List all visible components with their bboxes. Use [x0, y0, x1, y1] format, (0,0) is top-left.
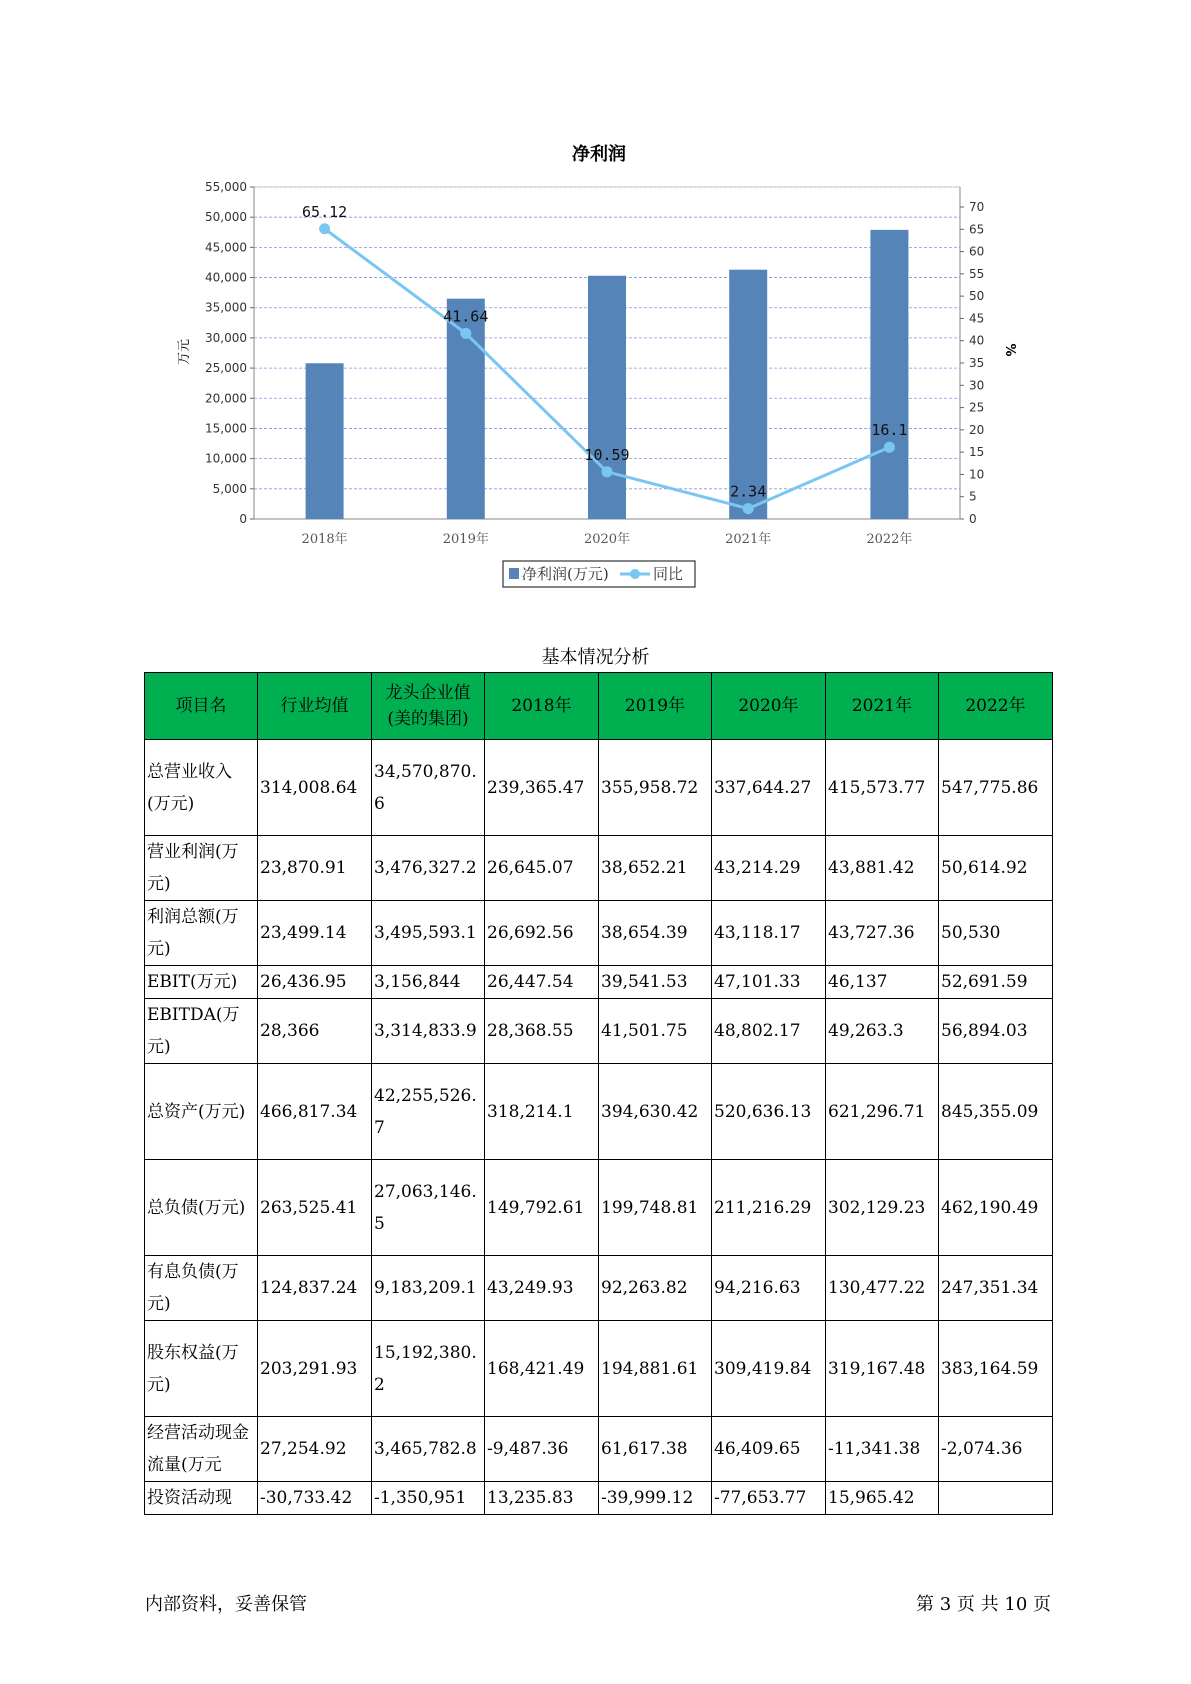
y2-tick-label: 45 — [969, 311, 985, 326]
table-cell: 314,008.64 — [258, 740, 372, 836]
x-tick-label: 2018年 — [301, 532, 348, 547]
y2-tick-label: 35 — [969, 356, 985, 370]
table-row — [145, 901, 1053, 966]
line-point — [319, 223, 330, 234]
table-cell: 43,881.42 — [826, 836, 939, 901]
table-cell: -39,999.12 — [599, 1482, 712, 1515]
table-cell: 26,692.56 — [485, 901, 599, 966]
y2-tick-label: 55 — [969, 266, 985, 281]
y2-tick-label: 0 — [969, 512, 977, 526]
net-profit-chart — [0, 0, 1191, 600]
y-axis-label: 万元 — [177, 338, 192, 366]
y-tick-label: 55,000 — [205, 180, 247, 194]
table-cell: 13,235.83 — [485, 1482, 599, 1515]
table-cell: 302,129.23 — [826, 1160, 939, 1256]
table-row — [145, 999, 1053, 1064]
table-cell: -77,653.77 — [712, 1482, 826, 1515]
table-title: 基本情况分析 — [541, 647, 650, 668]
data-label: 16.1 — [871, 421, 908, 440]
header-cell: 项目名 — [145, 673, 258, 740]
line-point — [884, 442, 895, 453]
legend-bar-label: 净利润(万元) — [522, 565, 609, 583]
table-cell: 27,063,146.5 — [372, 1160, 485, 1256]
table-cell: 211,216.29 — [712, 1160, 826, 1256]
row-label: 总营业收入(万元) — [145, 740, 258, 836]
x-tick-label: 2021年 — [725, 532, 772, 547]
table-cell: 28,366 — [258, 999, 372, 1064]
table-cell: 355,958.72 — [599, 740, 712, 836]
table-cell: 9,183,209.1 — [372, 1256, 485, 1321]
table-cell: 149,792.61 — [485, 1160, 599, 1256]
table-cell: 319,167.48 — [826, 1321, 939, 1417]
basic-analysis-table — [144, 672, 1053, 1515]
table-cell: 42,255,526.7 — [372, 1064, 485, 1160]
table-cell: 43,214.29 — [712, 836, 826, 901]
table-cell: -1,350,951 — [372, 1482, 485, 1515]
table-cell — [939, 1482, 1053, 1515]
table-cell: 28,368.55 — [485, 999, 599, 1064]
table-cell: 43,727.36 — [826, 901, 939, 966]
header-cell: 龙头企业值(美的集团) — [372, 673, 485, 740]
table-header-row — [145, 673, 1053, 740]
header-cell: 2020年 — [712, 673, 826, 740]
table-cell: 318,214.1 — [485, 1064, 599, 1160]
table-row — [145, 1064, 1053, 1160]
legend-line-marker — [630, 569, 640, 579]
y-tick-label: 15,000 — [205, 421, 247, 436]
legend-bar-swatch — [509, 568, 519, 579]
table-row — [145, 1256, 1053, 1321]
y2-tick-label: 20 — [969, 422, 985, 437]
table-cell: 34,570,870.6 — [372, 740, 485, 836]
table-cell: -30,733.42 — [258, 1482, 372, 1515]
row-label: 利润总额(万元) — [145, 901, 258, 966]
data-label: 10.59 — [584, 445, 630, 464]
table-cell: 520,636.13 — [712, 1064, 826, 1160]
table-cell: 41,501.75 — [599, 999, 712, 1064]
y-tick-label: 10,000 — [205, 451, 247, 466]
table-row — [145, 1482, 1053, 1515]
table-cell: 263,525.41 — [258, 1160, 372, 1256]
table-cell: -9,487.36 — [485, 1417, 599, 1482]
table-cell: 15,192,380.2 — [372, 1321, 485, 1417]
y2-tick-label: 5 — [969, 489, 977, 504]
header-cell: 2018年 — [485, 673, 599, 740]
header-cell: 2021年 — [826, 673, 939, 740]
table-cell: 15,965.42 — [826, 1482, 939, 1515]
table-cell: 3,314,833.9 — [372, 999, 485, 1064]
table-row — [145, 1417, 1053, 1482]
y2-tick-label: 15 — [969, 445, 985, 460]
left-axis — [205, 180, 254, 526]
header-cell: 2022年 — [939, 673, 1053, 740]
line-point — [602, 466, 613, 477]
y-tick-label: 30,000 — [205, 330, 247, 345]
y-tick-label: 20,000 — [205, 391, 247, 406]
table-cell: 48,802.17 — [712, 999, 826, 1064]
table-cell: 52,691.59 — [939, 966, 1053, 999]
table-cell: 23,870.91 — [258, 836, 372, 901]
table-cell: 26,447.54 — [485, 966, 599, 999]
table-cell: 466,817.34 — [258, 1064, 372, 1160]
y-tick-label: 5,000 — [212, 481, 247, 496]
y-tick-label: 25,000 — [205, 361, 247, 376]
y-tick-label: 0 — [239, 512, 247, 526]
x-tick-label: 2019年 — [442, 532, 489, 547]
y2-tick-label: 60 — [969, 244, 985, 259]
row-label: 股东权益(万元) — [145, 1321, 258, 1417]
table-cell: 383,164.59 — [939, 1321, 1053, 1417]
y2-axis-label: % — [1002, 343, 1017, 357]
table-cell: 46,137 — [826, 966, 939, 999]
table-row — [145, 966, 1053, 999]
x-tick-label: 2022年 — [866, 532, 913, 547]
table-cell: 247,351.34 — [939, 1256, 1053, 1321]
bar — [306, 363, 344, 519]
table-cell: -11,341.38 — [826, 1417, 939, 1482]
table-cell: 124,837.24 — [258, 1256, 372, 1321]
table-cell: 47,101.33 — [712, 966, 826, 999]
y2-tick-label: 25 — [969, 400, 985, 415]
table-cell: 3,476,327.2 — [372, 836, 485, 901]
table-cell: 3,156,844 — [372, 966, 485, 999]
y2-tick-label: 40 — [969, 333, 985, 348]
table-cell: 199,748.81 — [599, 1160, 712, 1256]
table-cell: 94,216.63 — [712, 1256, 826, 1321]
legend-line-label: 同比 — [653, 565, 684, 583]
table-cell: 38,654.39 — [599, 901, 712, 966]
row-label: 营业利润(万元) — [145, 836, 258, 901]
x-tick-label: 2020年 — [583, 532, 631, 547]
table-cell: -2,074.36 — [939, 1417, 1053, 1482]
row-label: 经营活动现金流量(万元 — [145, 1417, 258, 1482]
y-tick-label: 35,000 — [205, 300, 247, 315]
table-cell: 337,644.27 — [712, 740, 826, 836]
y2-tick-label: 50 — [969, 289, 985, 304]
y-tick-label: 45,000 — [205, 240, 247, 255]
table-cell: 194,881.61 — [599, 1321, 712, 1417]
table-row — [145, 740, 1053, 836]
header-cell: 行业均值 — [258, 673, 372, 740]
table-cell: 462,190.49 — [939, 1160, 1053, 1256]
row-label: 有息负债(万元) — [145, 1256, 258, 1321]
table-cell: 23,499.14 — [258, 901, 372, 966]
table-cell: 203,291.93 — [258, 1321, 372, 1417]
table-cell: 46,409.65 — [712, 1417, 826, 1482]
y-tick-label: 40,000 — [205, 270, 247, 285]
table-cell: 92,263.82 — [599, 1256, 712, 1321]
table-cell: 43,118.17 — [712, 901, 826, 966]
table-cell: 621,296.71 — [826, 1064, 939, 1160]
table-cell: 26,645.07 — [485, 836, 599, 901]
y2-tick-label: 30 — [969, 378, 985, 393]
bar — [870, 230, 908, 519]
y2-tick-label: 10 — [969, 467, 985, 482]
table-cell: 50,530 — [939, 901, 1053, 966]
table-cell: 168,421.49 — [485, 1321, 599, 1417]
line-point — [460, 328, 471, 339]
table-cell: 43,249.93 — [485, 1256, 599, 1321]
table-cell: 49,263.3 — [826, 999, 939, 1064]
table-cell: 39,541.53 — [599, 966, 712, 999]
table-cell: 845,355.09 — [939, 1064, 1053, 1160]
y2-tick-label: 70 — [969, 200, 985, 214]
bar — [588, 276, 626, 519]
table-cell: 50,614.92 — [939, 836, 1053, 901]
data-label: 65.12 — [302, 202, 348, 221]
table-row — [145, 836, 1053, 901]
table-cell: 27,254.92 — [258, 1417, 372, 1482]
data-label: 2.34 — [730, 482, 767, 501]
table-cell: 309,419.84 — [712, 1321, 826, 1417]
chart-legend — [503, 561, 695, 587]
line-point — [743, 503, 754, 514]
data-label: 41.64 — [443, 307, 489, 326]
table-cell: 56,894.03 — [939, 999, 1053, 1064]
table-body — [145, 740, 1053, 1515]
y-tick-label: 50,000 — [205, 210, 247, 225]
table-row — [145, 1321, 1053, 1417]
row-label: 总负债(万元) — [145, 1160, 258, 1256]
table-cell: 394,630.42 — [599, 1064, 712, 1160]
table-cell: 3,465,782.8 — [372, 1417, 485, 1482]
table-cell: 26,436.95 — [258, 966, 372, 999]
row-label: 投资活动现 — [145, 1482, 258, 1515]
table-cell: 239,365.47 — [485, 740, 599, 836]
row-label: 总资产(万元) — [145, 1064, 258, 1160]
chart-title: 净利润 — [572, 144, 626, 165]
row-label: EBIT(万元) — [145, 966, 258, 999]
table-cell: 3,495,593.1 — [372, 901, 485, 966]
x-axis — [254, 519, 960, 547]
footer-confidential-note: 内部资料，妥善保管 — [145, 1594, 307, 1615]
table-cell: 547,775.86 — [939, 740, 1053, 836]
row-label: EBITDA(万元) — [145, 999, 258, 1064]
y2-tick-label: 65 — [969, 222, 985, 237]
table-cell: 130,477.22 — [826, 1256, 939, 1321]
table-cell: 38,652.21 — [599, 836, 712, 901]
header-cell: 2019年 — [599, 673, 712, 740]
table-cell: 415,573.77 — [826, 740, 939, 836]
table-cell: 61,617.38 — [599, 1417, 712, 1482]
table-row — [145, 1160, 1053, 1256]
footer-page-number: 第 3 页 共 10 页 — [916, 1594, 1051, 1615]
right-axis — [960, 187, 984, 526]
